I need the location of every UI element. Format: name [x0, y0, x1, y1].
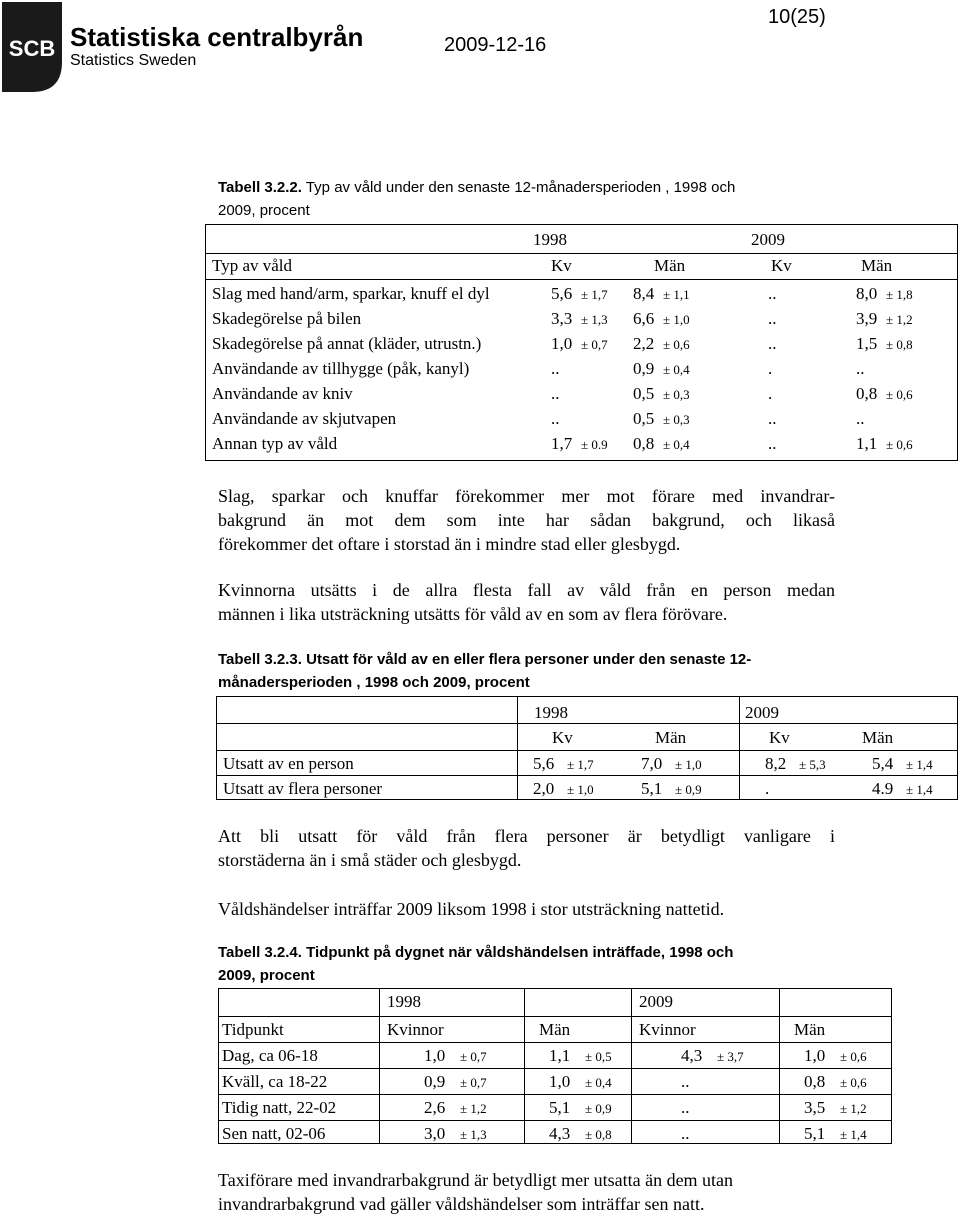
cell-margin: ± 5,3 [799, 757, 826, 772]
cell-value: 5,1 [549, 1098, 571, 1117]
cell-margin: ± 1,4 [840, 1127, 867, 1142]
cell-value: 1,0 [551, 334, 573, 353]
cell-margin: ± 0,7 [460, 1049, 487, 1064]
table-rule [219, 1120, 891, 1121]
year-header: 1998 [534, 703, 568, 722]
cell-value: 8,2 [765, 754, 787, 773]
table3-caption-line2: 2009, procent [218, 967, 315, 984]
table-violence-type [205, 224, 958, 461]
cell-margin: ± 0,6 [840, 1075, 867, 1090]
paragraph-1-line: Slag, sparkar och knuffar förekommer mer mot förare med invandrar- [218, 486, 835, 506]
table2-caption-title: Utsatt för våld av en eller flera personer under den senaste 12- [306, 651, 752, 668]
cell-value: 5,1 [641, 779, 663, 798]
cell-value: 0,8 [804, 1072, 826, 1091]
table-rule [739, 697, 740, 799]
cell-value: .. [551, 409, 560, 428]
table-offender-count [216, 696, 958, 800]
cell-margin: ± 0,6 [663, 337, 690, 352]
column-header: Män [539, 1020, 571, 1039]
cell-value: .. [681, 1124, 690, 1143]
cell-value: . [765, 779, 770, 798]
cell-value: .. [768, 334, 777, 353]
cell-margin: ± 0.9 [581, 437, 608, 452]
table-rule [524, 989, 525, 1143]
cell-margin: ± 1,0 [567, 782, 594, 797]
column-header: Män [862, 728, 894, 747]
column-header: Kvinnor [639, 1020, 696, 1039]
table-rule [517, 697, 518, 799]
table-rule [219, 1068, 891, 1069]
table-rule [206, 279, 957, 280]
cell-margin: ± 1,2 [886, 312, 913, 327]
cell-value: 5,1 [804, 1124, 826, 1143]
table-rule [779, 989, 780, 1143]
cell-value: 1,0 [549, 1072, 571, 1091]
paragraph-1 [218, 484, 835, 556]
table-rule [219, 1094, 891, 1095]
row-header-label: Typ av våld [212, 256, 293, 275]
cell-margin: ± 0,7 [460, 1075, 487, 1090]
cell-value: 5,4 [872, 754, 894, 773]
table3-caption [218, 941, 733, 964]
cell-value: 1,5 [856, 334, 878, 353]
year-header: 2009 [745, 703, 779, 722]
cell-margin: ± 0,7 [581, 337, 608, 352]
cell-margin: ± 0,9 [675, 782, 702, 797]
cell-value: 1,1 [856, 434, 878, 453]
cell-value: .. [856, 409, 865, 428]
page-number: 10(25) [768, 6, 826, 28]
cell-margin: ± 3,7 [717, 1049, 744, 1064]
table2-caption [218, 648, 751, 671]
table1-caption [218, 176, 735, 199]
cell-margin: ± 1,0 [663, 312, 690, 327]
cell-value: 1,7 [551, 434, 573, 453]
row-label: Utsatt av en person [223, 754, 354, 773]
cell-value: 2,0 [533, 779, 555, 798]
org-name: Statistiska centralbyrån [70, 22, 364, 52]
column-header: Män [794, 1020, 826, 1039]
cell-value: .. [768, 434, 777, 453]
cell-value: 2,2 [633, 334, 655, 353]
cell-value: .. [551, 384, 560, 403]
cell-margin: ± 1,2 [460, 1101, 487, 1116]
row-label: Annan typ av våld [212, 434, 338, 453]
row-label: Sen natt, 02-06 [222, 1124, 326, 1143]
table-rule [631, 989, 632, 1143]
cell-margin: ± 0,6 [886, 387, 913, 402]
row-label: Kväll, ca 18-22 [222, 1072, 328, 1091]
paragraph-5-line: invandrarbakgrund vad gäller våldshändelser som inträffar sen natt. [218, 1194, 705, 1214]
row-label: Skadegörelse på annat (kläder, utrustn.) [212, 334, 482, 353]
cell-margin: ± 0,8 [886, 337, 913, 352]
cell-value: 5,6 [533, 754, 555, 773]
paragraph-3 [218, 824, 835, 872]
cell-margin: ± 1,2 [840, 1101, 867, 1116]
cell-value: 3,9 [856, 309, 878, 328]
row-header-label: Tidpunkt [222, 1020, 284, 1039]
cell-value: 4,3 [681, 1046, 703, 1065]
column-header: Män [861, 256, 893, 275]
table-rule [206, 253, 957, 254]
table-rule [219, 1016, 891, 1017]
cell-value: 8,0 [856, 284, 878, 303]
row-label: Tidig natt, 22-02 [222, 1098, 337, 1117]
row-label: Dag, ca 06-18 [222, 1046, 318, 1065]
cell-value: .. [768, 309, 777, 328]
year-header: 2009 [751, 230, 785, 249]
cell-margin: ± 1,3 [460, 1127, 487, 1142]
table-time-of-day [218, 988, 892, 1144]
cell-margin: ± 0,8 [585, 1127, 612, 1142]
paragraph-1-line: bakgrund än mot dem som inte har sådan bakgrund, och likaså [218, 510, 835, 530]
column-header: Män [655, 728, 687, 747]
cell-margin: ± 0,9 [585, 1101, 612, 1116]
cell-margin: ± 0,6 [840, 1049, 867, 1064]
column-header: Kv [551, 256, 572, 275]
cell-margin: ± 0,5 [585, 1049, 612, 1064]
paragraph-4: Våldshändelser inträffar 2009 liksom 1998 i stor utsträckning nattetid. [218, 899, 725, 919]
year-header: 2009 [639, 992, 673, 1011]
cell-value: 3,3 [551, 309, 573, 328]
cell-value: .. [681, 1098, 690, 1117]
column-header: Kv [769, 728, 790, 747]
document-date: 2009-12-16 [444, 34, 547, 56]
cell-margin: ± 1,4 [906, 782, 933, 797]
cell-value: .. [551, 359, 560, 378]
cell-value: 3,5 [804, 1098, 826, 1117]
cell-value: . [768, 384, 773, 403]
cell-value: .. [768, 284, 777, 303]
row-label: Användande av skjutvapen [212, 409, 397, 428]
table-rule [219, 1042, 891, 1043]
paragraph-3-line: storstäderna än i små städer och glesbygd. [218, 850, 522, 870]
row-label: Användande av kniv [212, 384, 353, 403]
cell-margin: ± 1,4 [906, 757, 933, 772]
paragraph-5-line: Taxiförare med invandrarbakgrund är betydligt mer utsatta än dem utan [218, 1170, 734, 1190]
cell-value: . [768, 359, 773, 378]
cell-value: .. [681, 1072, 690, 1091]
cell-margin: ± 0,3 [663, 387, 690, 402]
year-header: 1998 [387, 992, 421, 1011]
cell-value: 0,5 [633, 384, 655, 403]
table-rule [217, 775, 957, 776]
table3-caption-title: Tidpunkt på dygnet när våldshändelsen inträffade, 1998 och [306, 944, 734, 961]
cell-value: 0,5 [633, 409, 655, 428]
cell-margin: ± 1,7 [567, 757, 594, 772]
cell-value: 4,3 [549, 1124, 571, 1143]
cell-value: .. [768, 409, 777, 428]
row-label: Slag med hand/arm, sparkar, knuff el dyl [212, 284, 490, 303]
table2-caption-label: Tabell 3.2.3. [218, 651, 302, 668]
cell-margin: ± 1,8 [886, 287, 913, 302]
column-header: Kv [552, 728, 573, 747]
cell-value: 1,1 [549, 1046, 571, 1065]
cell-value: 8,4 [633, 284, 655, 303]
table-rule [217, 750, 957, 751]
org-name-en: Statistics Sweden [70, 52, 197, 69]
column-header: Män [654, 256, 686, 275]
column-header: Kv [771, 256, 792, 275]
cell-value: 3,0 [424, 1124, 446, 1143]
cell-value: 6,6 [633, 309, 655, 328]
cell-value: 1,0 [804, 1046, 826, 1065]
cell-value: 7,0 [641, 754, 663, 773]
cell-value: 0,9 [424, 1072, 446, 1091]
year-header: 1998 [533, 230, 567, 249]
cell-value: 1,0 [424, 1046, 446, 1065]
cell-value: 0,9 [633, 359, 655, 378]
table3-caption-label: Tabell 3.2.4. [218, 944, 302, 961]
row-label: Utsatt av flera personer [223, 779, 383, 798]
cell-value: 0,8 [633, 434, 655, 453]
cell-margin: ± 1,1 [663, 287, 690, 302]
table2-caption-line2: månadersperioden , 1998 och 2009, procent [218, 674, 530, 691]
cell-margin: ± 1,3 [581, 312, 608, 327]
paragraph-3-line: Att bli utsatt för våld från flera personer är betydligt vanligare i [218, 826, 835, 846]
cell-margin: ± 0,4 [585, 1075, 612, 1090]
paragraph-2 [218, 578, 835, 626]
table1-caption-title: Typ av våld under den senaste 12-månadersperioden , 1998 och [305, 179, 736, 196]
logo-text: SCB [8, 36, 56, 61]
table1-caption-line2: 2009, procent [218, 202, 310, 219]
cell-margin: ± 0,4 [663, 362, 690, 377]
cell-margin: ± 1,0 [675, 757, 702, 772]
cell-value: 4.9 [872, 779, 894, 798]
table-rule [217, 723, 957, 724]
paragraph-2-line: Kvinnorna utsätts i de allra flesta fall av våld från en person medan [218, 580, 835, 600]
cell-margin: ± 0,3 [663, 412, 690, 427]
cell-value: 0,8 [856, 384, 878, 403]
cell-value: 5,6 [551, 284, 573, 303]
paragraph-5 [218, 1168, 835, 1216]
table-rule [379, 989, 380, 1143]
cell-value: .. [856, 359, 865, 378]
column-header: Kvinnor [387, 1020, 444, 1039]
cell-margin: ± 0,4 [663, 437, 690, 452]
paragraph-2-line: männen i lika utsträckning utsätts för våld av en som av flera förövare. [218, 604, 728, 624]
cell-margin: ± 1,7 [581, 287, 608, 302]
scb-logo-icon [2, 2, 62, 92]
row-label: Användande av tillhygge (påk, kanyl) [212, 359, 470, 378]
row-label: Skadegörelse på bilen [212, 309, 362, 328]
paragraph-1-line: förekommer det oftare i storstad än i mindre stad eller glesbygd. [218, 534, 681, 554]
table1-caption-label: Tabell 3.2.2. [218, 179, 302, 196]
cell-margin: ± 0,6 [886, 437, 913, 452]
cell-value: 2,6 [424, 1098, 446, 1117]
